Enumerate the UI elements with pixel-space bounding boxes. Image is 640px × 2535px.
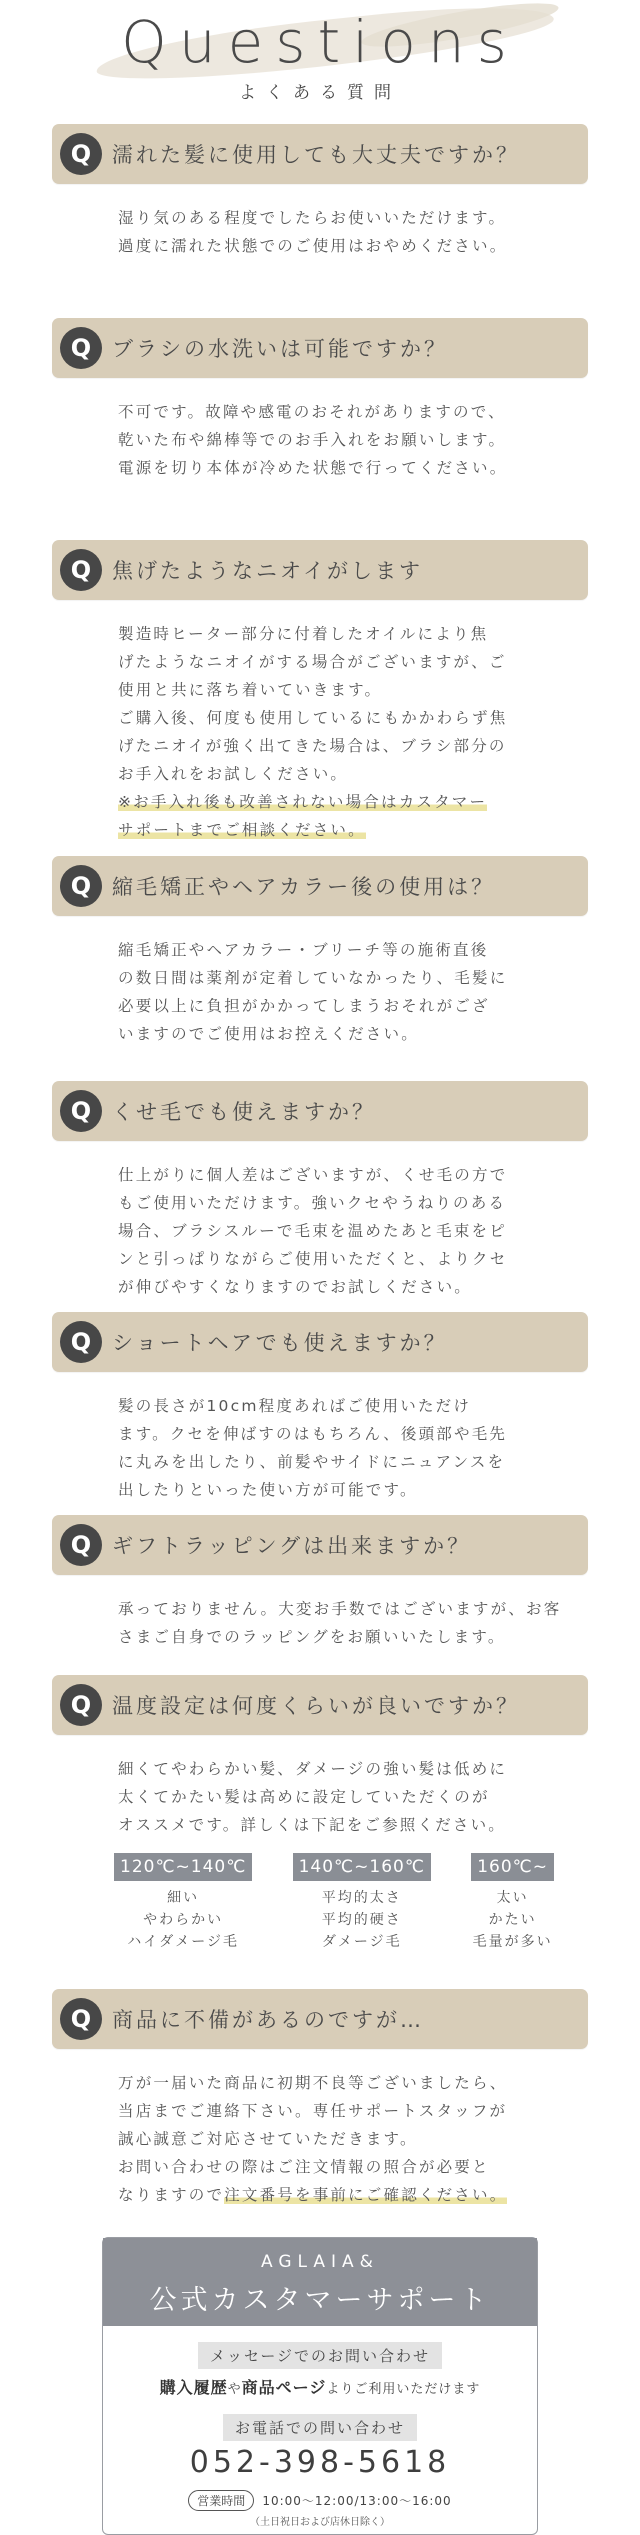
temperature-range: 140℃~160℃ — [293, 1853, 431, 1881]
answer-text: 万が一届いた商品に初期不良等ございましたら、 当店までご連絡下さい。専任サポートスタッフが 誠心誠意ご対応させていただきます。 お問い合わせの際はご注文情報の照合が必要と — [118, 2074, 508, 2176]
answer-text: 不可です。故障や感電のおそれがありますので、 乾いた布や綿棒等でのお手入れをお願いします。 電源を切り本体が冷めた状態で行ってください。 — [118, 403, 508, 477]
faq-item — [52, 1989, 588, 2209]
business-hours-time: 10:00～12:00/13:00～16:00 — [262, 2494, 452, 2508]
answer — [52, 916, 588, 1081]
temperature-hair-type: 平均的太さ 平均的硬さ ダメージ毛 — [321, 1890, 402, 1950]
page-subtitle: よくある質問 — [239, 83, 401, 103]
temperature-column — [114, 1853, 252, 1953]
question-text: 濡れた髪に使用しても大丈夫ですか？ — [112, 143, 520, 167]
temperature-range: 120℃~140℃ — [114, 1853, 252, 1881]
answer — [52, 1372, 588, 1515]
faq-item — [52, 856, 588, 1081]
question-text: ショートヘアでも使えますか？ — [112, 1331, 448, 1355]
answer — [52, 600, 588, 856]
answer — [52, 2049, 588, 2209]
answer-text: 髪の長さが10cm程度あればご使用いただけ ます。クセを伸ばすのはもちろん、後頭部や毛先 に丸みを出したり、前髪やサイドにニュアンスを 出したりといった使い方が可能です。 — [118, 1397, 508, 1499]
business-hours-label: 営業時間 — [188, 2490, 254, 2511]
temperature-column — [293, 1853, 431, 1953]
temperature-table — [114, 1853, 554, 1953]
question-bar — [52, 124, 588, 184]
message-contact-route: 購入履歴や商品ページよりご利用いただけます — [159, 2378, 481, 2397]
question-bar — [52, 318, 588, 378]
answer-text: 製造時ヒーター部分に付着したオイルにより焦 げたようなニオイがする場合がございますが、ご 使用と共に落ち着いていきます。 ご購入後、何度も使用しているにもかかわらず焦 げたニオイが強く出てきた場合は、ブラシ部分の お手入れをお試しください。 — [118, 625, 508, 783]
faq-item — [52, 1675, 588, 1989]
answer-text: 承っておりません。大変お手数ではございますが、お客 さまご自身でのラッピングをお願いいたします。 — [118, 1600, 562, 1646]
answer-text-tail: なりますので — [118, 2186, 225, 2204]
faq-item — [52, 1515, 588, 1675]
question-bar — [52, 1989, 588, 2049]
support-body — [103, 2326, 537, 2528]
question-bar — [52, 1081, 588, 1141]
faq-item — [52, 318, 588, 540]
phone-contact-label: お電話での問い合わせ — [223, 2414, 417, 2441]
question-text: くせ毛でも使えますか？ — [112, 1100, 376, 1124]
customer-support-box — [102, 2237, 538, 2535]
question-text: ギフトラッピングは出来ますか？ — [112, 1534, 472, 1558]
brand-name: AGLAIA& — [261, 2252, 379, 2272]
answer — [52, 1141, 588, 1312]
question-bar — [52, 1675, 588, 1735]
faq-item — [52, 124, 588, 318]
temperature-column — [471, 1853, 554, 1953]
order-number-highlight: 注文番号を事前にご確認ください。 — [224, 2186, 508, 2204]
business-hours — [103, 2490, 537, 2511]
answer — [52, 184, 588, 318]
question-bar — [52, 856, 588, 916]
question-bar — [52, 540, 588, 600]
faq-item — [52, 1081, 588, 1312]
q-icon: Q — [60, 1090, 102, 1132]
question-text: 焦げたようなニオイがします — [112, 559, 423, 583]
question-text: 縮毛矯正やヘアカラー後の使用は？ — [112, 875, 496, 899]
q-icon: Q — [60, 1524, 102, 1566]
answer-text: 細くてやわらかい髪、ダメージの強い髪は低めに 太くてかたい髪は高めに設定していただくのが オススメです。詳しくは下記をご参照ください。 — [118, 1760, 508, 1834]
temperature-hair-type: 細い やわらかい ハイダメージ毛 — [127, 1890, 240, 1950]
temperature-hair-type: 太い かたい 毛量が多い — [472, 1890, 553, 1950]
q-icon: Q — [60, 327, 102, 369]
q-icon: Q — [60, 865, 102, 907]
message-contact-label: メッセージでのお問い合わせ — [198, 2342, 442, 2369]
purchase-history-link[interactable]: 購入履歴 — [159, 2378, 228, 2397]
question-text: 温度設定は何度くらいが良いですか？ — [112, 1694, 520, 1718]
question-text: 商品に不備があるのですが… — [112, 2008, 424, 2032]
q-icon: Q — [60, 1684, 102, 1726]
answer-text: 湿り気のある程度でしたらお使いいただけます。 過度に濡れた状態でのご使用はおやめください。 — [118, 209, 508, 255]
q-icon: Q — [60, 1998, 102, 2040]
answer — [52, 378, 588, 540]
answer-note-highlight: ※お手入れ後も改善されない場合はカスタマー サポートまでご相談ください。 — [118, 793, 488, 839]
support-title: 公式カスタマーサポート — [149, 2285, 491, 2316]
answer-text: 仕上がりに個人差はございますが、くせ毛の方で もご使用いただけます。強いクセやうねりのある 場合、ブラシスルーで毛束を温めたあと毛束をピ ンと引っぱりながらご使用いただくと、よりクセ が伸びやすくなりますのでお試しください。 — [118, 1166, 508, 1296]
question-text: ブラシの水洗いは可能ですか？ — [112, 337, 448, 361]
faq-header — [0, 0, 640, 110]
question-bar — [52, 1515, 588, 1575]
faq-item — [52, 1312, 588, 1515]
answer — [52, 1575, 588, 1675]
product-page-link[interactable]: 商品ページ — [241, 2378, 327, 2397]
question-bar — [52, 1312, 588, 1372]
temperature-range: 160℃~ — [471, 1853, 554, 1881]
faq-item — [52, 540, 588, 856]
answer — [52, 1735, 588, 1839]
q-icon: Q — [60, 1321, 102, 1363]
support-header — [103, 2238, 537, 2326]
answer-text: 縮毛矯正やヘアカラー・ブリーチ等の施術直後 の数日間は薬剤が定着していなかったり、毛髪に 必要以上に負担がかかってしまうおそれがござ いますのでご使用はお控えください。 — [118, 941, 508, 1043]
business-hours-note: （土日祝日および店休日除く） — [250, 2517, 390, 2528]
phone-number[interactable]: 052-398-5618 — [189, 2445, 451, 2480]
q-icon: Q — [60, 133, 102, 175]
q-icon: Q — [60, 549, 102, 591]
page-title: Questions — [121, 8, 519, 76]
